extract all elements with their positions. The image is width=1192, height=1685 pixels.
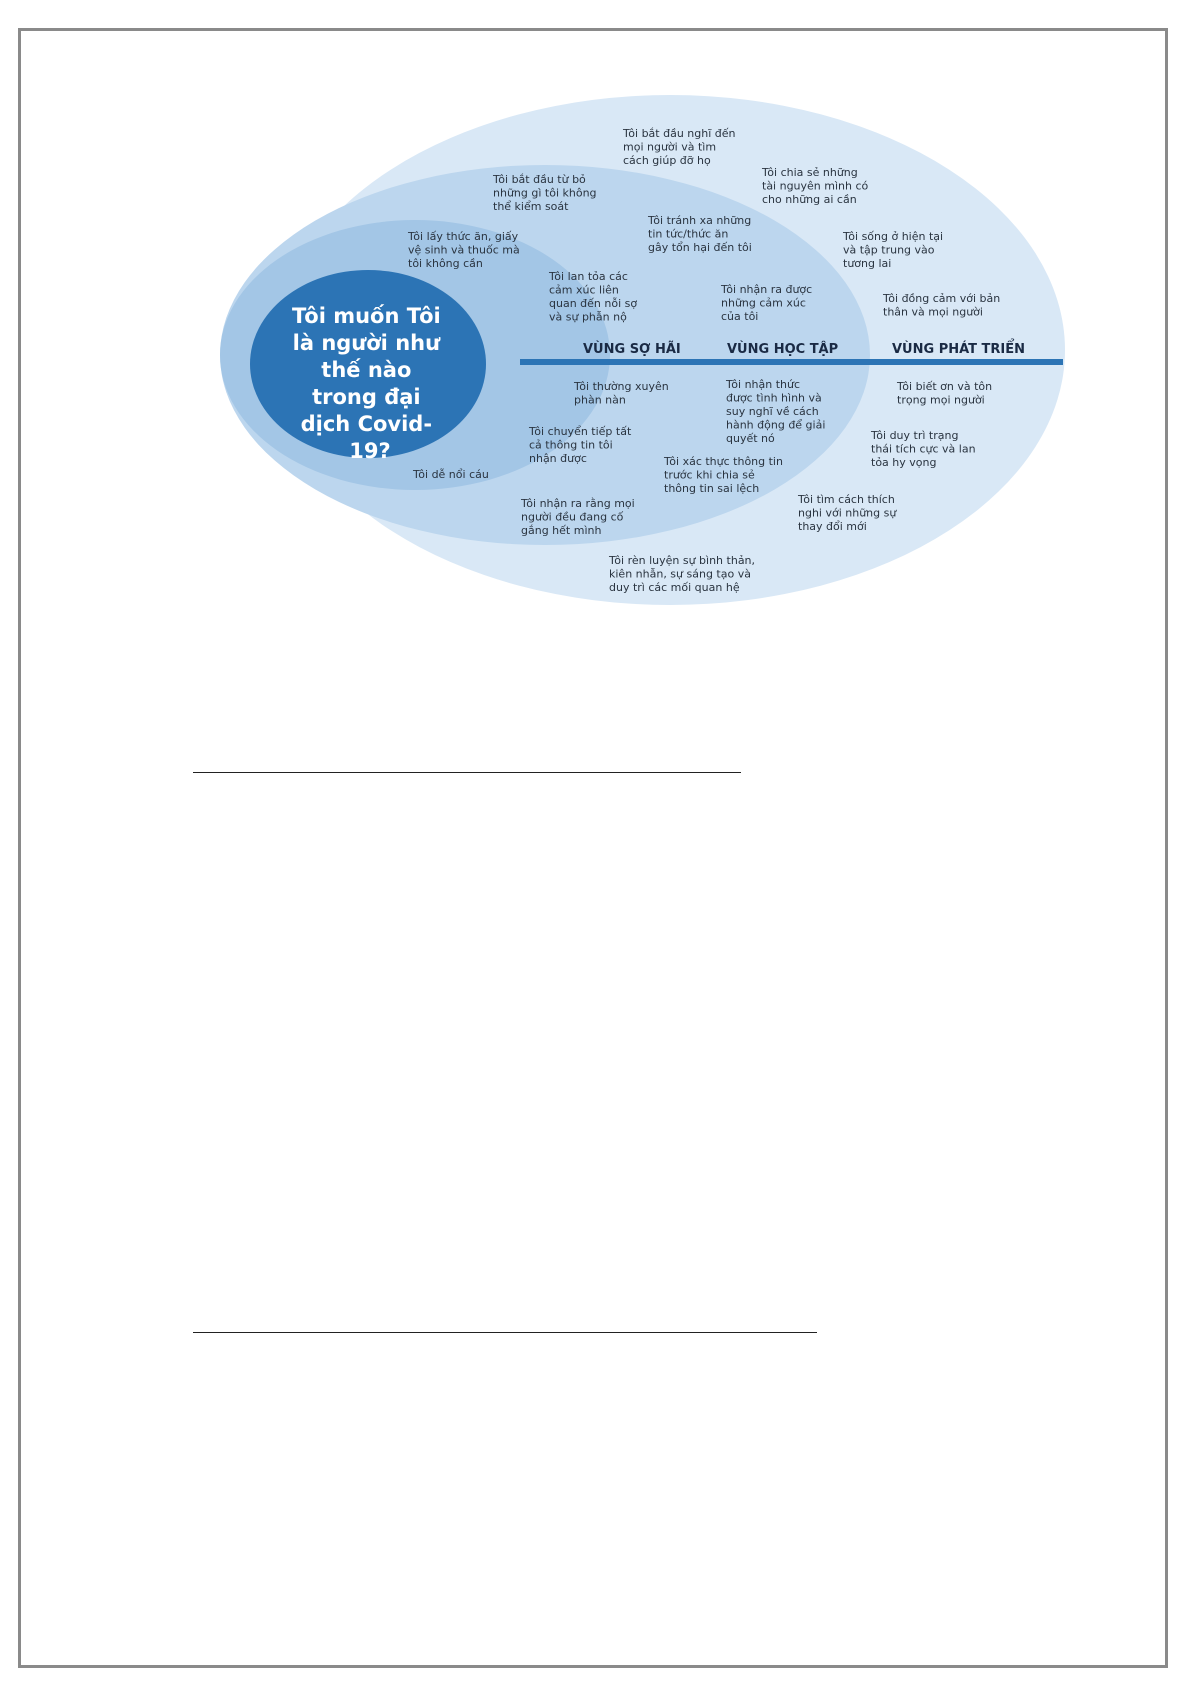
center-line: trong đại [312,385,421,409]
zone-note-grow-4 [882,292,1000,319]
zone-note-line: tài nguyên mình có [762,179,869,193]
zone-note-line: trước khi chia sẻ [664,468,755,482]
zone-note-line: cả thông tin tôi [529,438,613,452]
zone-label-fear: VÙNG SỢ HÃI [583,342,681,357]
zone-note-grow-2 [761,166,869,206]
zone-note-line: duy trì các mối quan hệ [609,581,740,594]
zone-note-line: Tôi dễ nổi cáu [413,468,489,481]
zone-label-learning: VÙNG HỌC TẬP [727,342,839,357]
zone-note-line: phàn nàn [574,393,626,407]
center-line: dịch Covid- [300,412,433,436]
blank-answer-line-1 [193,772,741,773]
zone-note-line: nghi với những sự [798,506,897,520]
zone-note-fear-5 [412,468,489,481]
zone-note-line: tỏa hy vọng [871,456,937,469]
zone-note-line: những cảm xúc [721,296,806,310]
zone-note-line: cách giúp đỡ họ [623,154,711,167]
zone-note-line: Tôi thường xuyên [574,380,669,393]
zone-note-line: thay đổi mới [798,520,867,533]
zone-note-fear-2 [548,270,637,324]
zone-note-line: cho những ai cần [762,193,857,206]
zone-note-line: gây tổn hại đến tôi [648,241,752,254]
zone-note-line: Tôi duy trì trạng [871,429,959,442]
zone-note-line: người đều đang cố [521,510,624,524]
covid-zones-diagram [0,0,1192,620]
zone-note-grow-5 [896,380,992,407]
zone-note-line: Tôi bắt đầu từ bỏ [493,173,586,186]
zone-note-line: vệ sinh và thuốc mà [408,243,520,257]
zone-note-line: được tình hình và [726,391,822,405]
zone-note-line: và sự phẫn nộ [549,310,627,324]
zone-note-line: cảm xúc liên [549,283,619,297]
zone-note-line: nhận được [529,452,587,465]
zone-note-line: Tôi biết ơn và tôn [897,380,993,393]
zone-note-line: Tôi nhận ra được [721,283,813,296]
zone-note-line: thái tích cực và lan [871,442,976,456]
zone-note-line: tin tức/thức ăn [648,227,729,241]
zone-note-line: Tôi rèn luyện sự bình thản, [609,554,756,567]
blank-answer-line-2 [193,1332,817,1333]
zone-note-line: Tôi lấy thức ăn, giấy [408,230,519,243]
zone-note-line: Tôi tìm cách thích [798,493,895,506]
zone-note-line: thông tin sai lệch [664,482,760,495]
zone-note-line: mọi người và tìm [623,140,717,154]
zone-note-line: Tôi chuyển tiếp tất [529,425,632,438]
zone-note-line: Tôi bắt đầu nghĩ đến [623,127,736,140]
zone-note-line: quyết nó [726,432,775,445]
zone-note-line: của tôi [721,310,759,323]
zone-note-line: Tôi sống ở hiện tại [843,230,944,243]
zone-note-line: quan đến nỗi sợ [549,297,638,310]
zone-note-line: và tập trung vào [843,243,935,257]
zone-note-line: tương lai [843,257,892,270]
zone-note-line: Tôi chia sẻ những [762,166,858,179]
center-line: thế nào [321,358,412,382]
zone-note-line: tôi không cần [408,257,483,270]
zone-note-line: Tôi tránh xa những [648,214,752,227]
zone-note-line: thể kiểm soát [493,200,569,213]
center-line: là người như [292,331,441,355]
zone-note-line: suy nghĩ về cách [726,405,819,418]
center-line: 19? [349,439,391,463]
zone-note-line: Tôi xác thực thông tin [664,455,783,468]
zone-note-line: thân và mọi người [883,305,983,319]
zone-label-growth: VÙNG PHÁT TRIỂN [892,342,1026,357]
zone-note-line: Tôi nhận thức [726,378,801,391]
zone-note-line: Tôi nhận ra rằng mọi [521,497,635,510]
zone-note-line: hành động để giải [726,418,826,432]
zone-note-line: Tôi đồng cảm với bản [883,292,1001,305]
zone-note-line: gắng hết mình [521,524,602,537]
zone-note-line: những gì tôi không [493,186,597,200]
center-line: Tôi muốn Tôi [291,304,441,328]
zone-note-line: kiên nhẫn, sự sáng tạo và [609,567,751,581]
zone-note-grow-8 [608,554,755,594]
zone-note-line: Tôi lan tỏa các [549,270,628,283]
zone-note-line: trọng mọi người [897,393,985,407]
